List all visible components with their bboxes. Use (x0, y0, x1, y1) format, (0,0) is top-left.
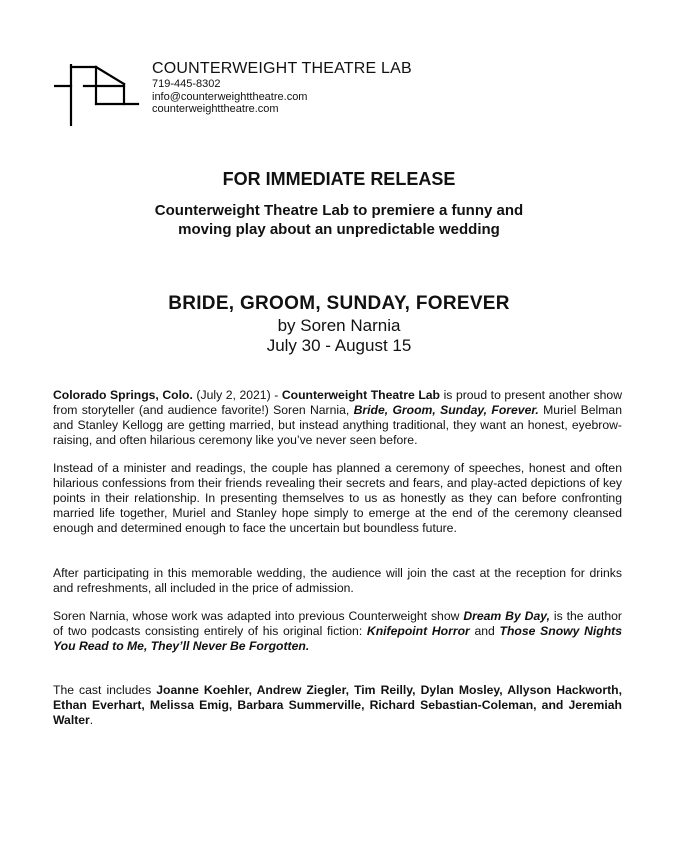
cast-list: Joanne Koehler, Andrew Ziegler, Tim Reilly, Dylan Mosley, Allyson Hackworth, Ethan Everhart, Melissa Emig, Barbara Summerville, Richard Sebastian-Coleman, and Jeremiah Walter (53, 683, 622, 727)
dateline-location: Colorado Springs, Colo. (53, 388, 193, 402)
intro-text-a: is proud to present another show from storyteller (and audience favorite!) Soren Narnia, (53, 388, 623, 417)
play-title-mention: Bride, Groom, Sunday, Forever. (353, 403, 539, 417)
author-text-a: Soren Narnia, whose work was adapted into previous Counterweight show (53, 609, 464, 623)
org-phone: 719-445-8302 (152, 78, 221, 90)
intro-text-b: Muriel Belman and Stanley Kellogg are getting married, but instead anything traditional, they want an honest, eyebrow-raising, and often hilarious ceremony like you’ve never seen before. (53, 403, 622, 447)
dateline-date: (July 2, 2021) - (192, 388, 282, 402)
paragraph-cast (53, 683, 622, 728)
previous-show: Dream By Day, (463, 609, 550, 623)
subhead-line-2: moving play about an unpredictable wedding (178, 221, 500, 238)
play-byline: by Soren Narnia (277, 316, 401, 335)
release-label: FOR IMMEDIATE RELEASE (222, 169, 456, 189)
play-title: BRIDE, GROOM, SUNDAY, FOREVER (168, 293, 510, 314)
author-text-c: and (469, 624, 500, 638)
release-subhead (0, 201, 678, 239)
org-email[interactable]: info@counterweighttheatre.com (152, 90, 308, 103)
theatre-logo-icon (54, 64, 140, 126)
paragraph-ceremony: Instead of a minister and readings, the couple has planned a ceremony of speeches, honest and often hilarious confessions from their friends revealing their secrets and fears, and play-acted depictions of key points in their relationship. In presenting themselves to us as honestly as they can before confronting married life together, Muriel and Stanley hope simply to emerge at the end of the ceremony cleansed enough and determined enough to face the uncertain but boundless future. (53, 461, 622, 535)
paragraph-intro (53, 388, 622, 448)
podcast-1: Knifepoint Horror (366, 624, 470, 638)
paragraph-reception: After participating in this memorable wedding, the audience will join the cast at the reception for drinks and refreshments, all included in the price of admission. (53, 566, 622, 595)
author-text-b: is the author of two podcasts consisting entirely of his original fiction: (53, 609, 622, 638)
org-website[interactable]: counterweighttheatre.com (152, 103, 279, 115)
paragraph-author (53, 609, 622, 654)
podcast-2: Those Snowy Nights You Read to Me, They’ll Never Be Forgotten. (53, 624, 623, 653)
cast-end: . (89, 713, 94, 727)
letterhead-contact (152, 59, 412, 116)
cast-intro: The cast includes (53, 683, 157, 697)
org-name: COUNTERWEIGHT THEATRE LAB (152, 60, 412, 77)
subhead-line-1: Counterweight Theatre Lab to premiere a funny and (154, 202, 524, 219)
play-dates: July 30 - August 15 (266, 336, 412, 355)
org-mention: Counterweight Theatre Lab (281, 388, 440, 402)
